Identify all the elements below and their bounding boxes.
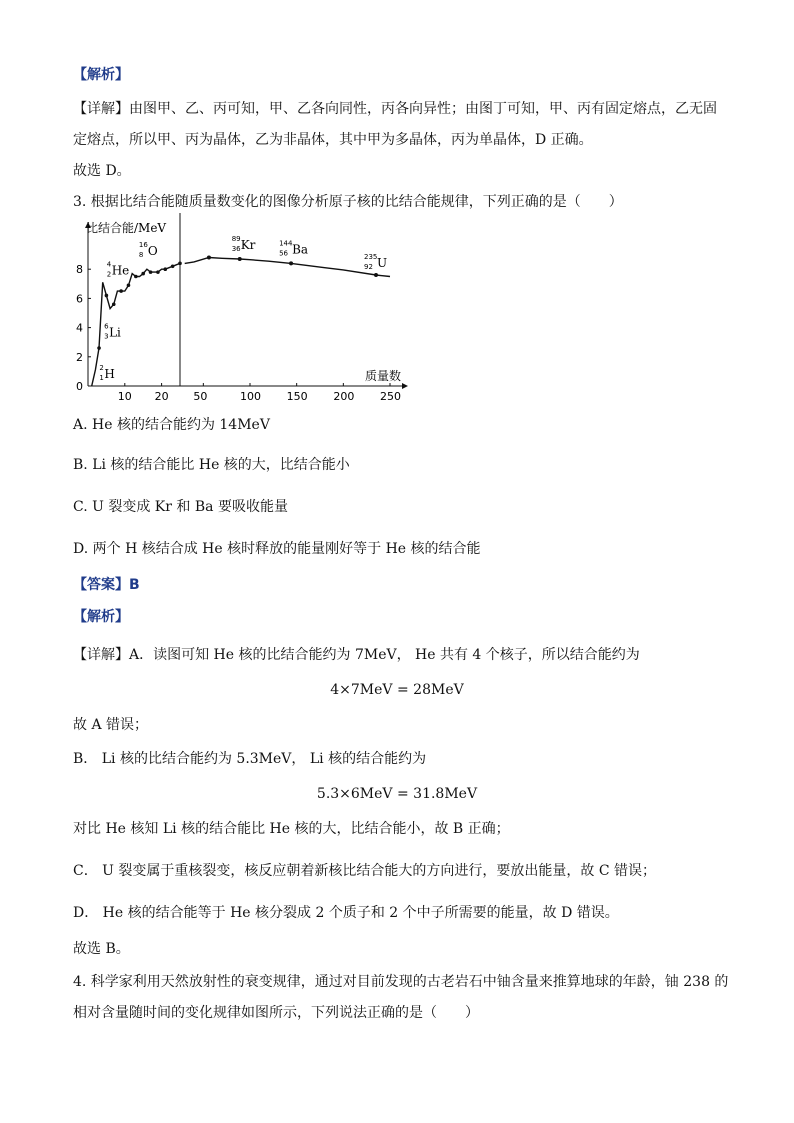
- binding-energy-chart: [60, 212, 410, 407]
- nuclide-symbol: Li: [109, 325, 121, 340]
- data-point: [141, 272, 145, 276]
- y-tick-label: 8: [76, 263, 83, 277]
- data-point: [97, 346, 101, 350]
- nuclide-mass-number: 16: [138, 241, 148, 250]
- nuclide-mass-number: 6: [104, 322, 109, 331]
- data-point: [149, 270, 153, 274]
- curve-heavy-nuclei: [185, 258, 390, 277]
- y-tick-label: 0: [76, 380, 83, 393]
- nuclide-atomic-number: 92: [364, 263, 373, 272]
- nuclide-atomic-number: 8: [138, 251, 144, 260]
- nuclide-atomic-number: 2: [106, 270, 112, 279]
- question-4b: 相对含量随时间的变化规律如图所示，下列说法正确的是（ ）: [73, 1005, 479, 1021]
- nuclide-symbol: Ba: [292, 242, 309, 257]
- nuclide-mass-number: 89: [231, 234, 241, 243]
- nuclide-atomic-number: 36: [231, 244, 241, 253]
- option-c: C. U 裂变成 Kr 和 Ba 要吸收能量: [73, 499, 288, 515]
- data-point: [119, 289, 123, 293]
- compare-b: 对比 He 核知 Li 核的结合能比 He 核的大，比结合能小，故 B 正确；: [73, 821, 510, 837]
- x-tick-label: 10: [117, 390, 132, 403]
- answer-heading: 【答案】B: [73, 577, 140, 593]
- data-point: [289, 261, 293, 265]
- nuclide-symbol: He: [111, 263, 130, 278]
- data-point: [238, 257, 242, 261]
- y-axis-label: 比结合能/MeV: [86, 221, 167, 235]
- data-point: [112, 302, 116, 306]
- nuclide-atomic-number: 1: [99, 373, 104, 382]
- answer-choice-2: 故选 B。: [73, 941, 130, 957]
- answer-choice-1: 故选 D。: [73, 163, 131, 179]
- detail-paragraph-1: 【详解】由图甲、乙、丙可知，甲、乙各向同性，丙各向异性；由图丁可知，甲、丙有固定熔点，乙无固: [73, 101, 717, 117]
- equation-b: 5.3×6MeV = 31.8MeV: [316, 786, 478, 802]
- data-point: [178, 262, 182, 266]
- equation-a: 4×7MeV = 28MeV: [330, 682, 464, 698]
- x-tick-label: 100: [240, 390, 261, 403]
- nuclide-mass-number: 235: [364, 253, 378, 262]
- data-point: [127, 283, 131, 287]
- analysis-heading-2: 【解析】: [73, 609, 129, 625]
- detail-c: C． U 裂变属于重核裂变，核反应朝着新核比结合能大的方向进行，要放出能量，故 C 错误；: [73, 863, 657, 879]
- data-point: [105, 294, 109, 298]
- analysis-heading-1: 【解析】: [73, 67, 129, 83]
- x-axis-arrow: [402, 383, 408, 389]
- nuclide-symbol: Kr: [240, 237, 256, 252]
- conclusion-a: 故 A 错误；: [73, 717, 149, 733]
- question-3: 3. 根据比结合能随质量数变化的图像分析原子核的比结合能规律，下列正确的是（ ）: [73, 194, 623, 210]
- detail-a: 【详解】A．读图可知 He 核的比结合能约为 7MeV， He 共有 4 个核子，所以结合能约为: [73, 647, 640, 663]
- nuclide-atomic-number: 56: [279, 249, 288, 258]
- option-d: D. 两个 H 核结合成 He 核时释放的能量刚好等于 He 核的结合能: [73, 541, 481, 557]
- nuclide-symbol: H: [104, 366, 115, 381]
- question-4: 4. 科学家利用天然放射性的衰变规律，通过对目前发现的古老岩石中铀含量来推算地球的年龄，铀 238 的: [73, 974, 729, 990]
- data-point: [171, 264, 175, 268]
- nuclide-atomic-number: 3: [104, 332, 109, 341]
- nuclide-mass-number: 4: [106, 260, 112, 269]
- nuclide-mass-number: 144: [279, 239, 293, 248]
- x-tick-label: 20: [154, 390, 169, 403]
- detail-paragraph-1b: 定熔点，所以甲、丙为晶体，乙为非晶体，其中甲为多晶体，丙为单晶体，D 正确。: [73, 132, 593, 148]
- y-tick-label: 6: [76, 292, 83, 306]
- detail-b: B． Li 核的比结合能约为 5.3MeV， Li 核的结合能约为: [73, 751, 427, 767]
- nuclide-symbol: O: [147, 244, 158, 259]
- option-b: B. Li 核的结合能比 He 核的大，比结合能小: [73, 457, 350, 473]
- x-tick-label: 50: [193, 390, 208, 403]
- nuclide-mass-number: 2: [99, 363, 104, 372]
- y-tick-label: 2: [76, 350, 83, 364]
- data-point: [374, 273, 378, 277]
- option-a: A. He 核的结合能约为 14MeV: [73, 417, 270, 433]
- x-tick-label: 150: [286, 390, 308, 403]
- detail-d: D． He 核的结合能等于 He 核分裂成 2 个质子和 2 个中子所需要的能量，故 D 错误。: [73, 905, 619, 921]
- x-axis-label: 质量数: [365, 369, 402, 383]
- x-tick-label: 200: [333, 390, 355, 403]
- data-point: [163, 267, 167, 271]
- y-tick-label: 4: [76, 321, 83, 335]
- data-point: [156, 270, 160, 274]
- data-point: [207, 256, 211, 260]
- data-point: [134, 275, 138, 279]
- nuclide-symbol: U: [377, 256, 388, 271]
- x-tick-label: 250: [380, 390, 401, 403]
